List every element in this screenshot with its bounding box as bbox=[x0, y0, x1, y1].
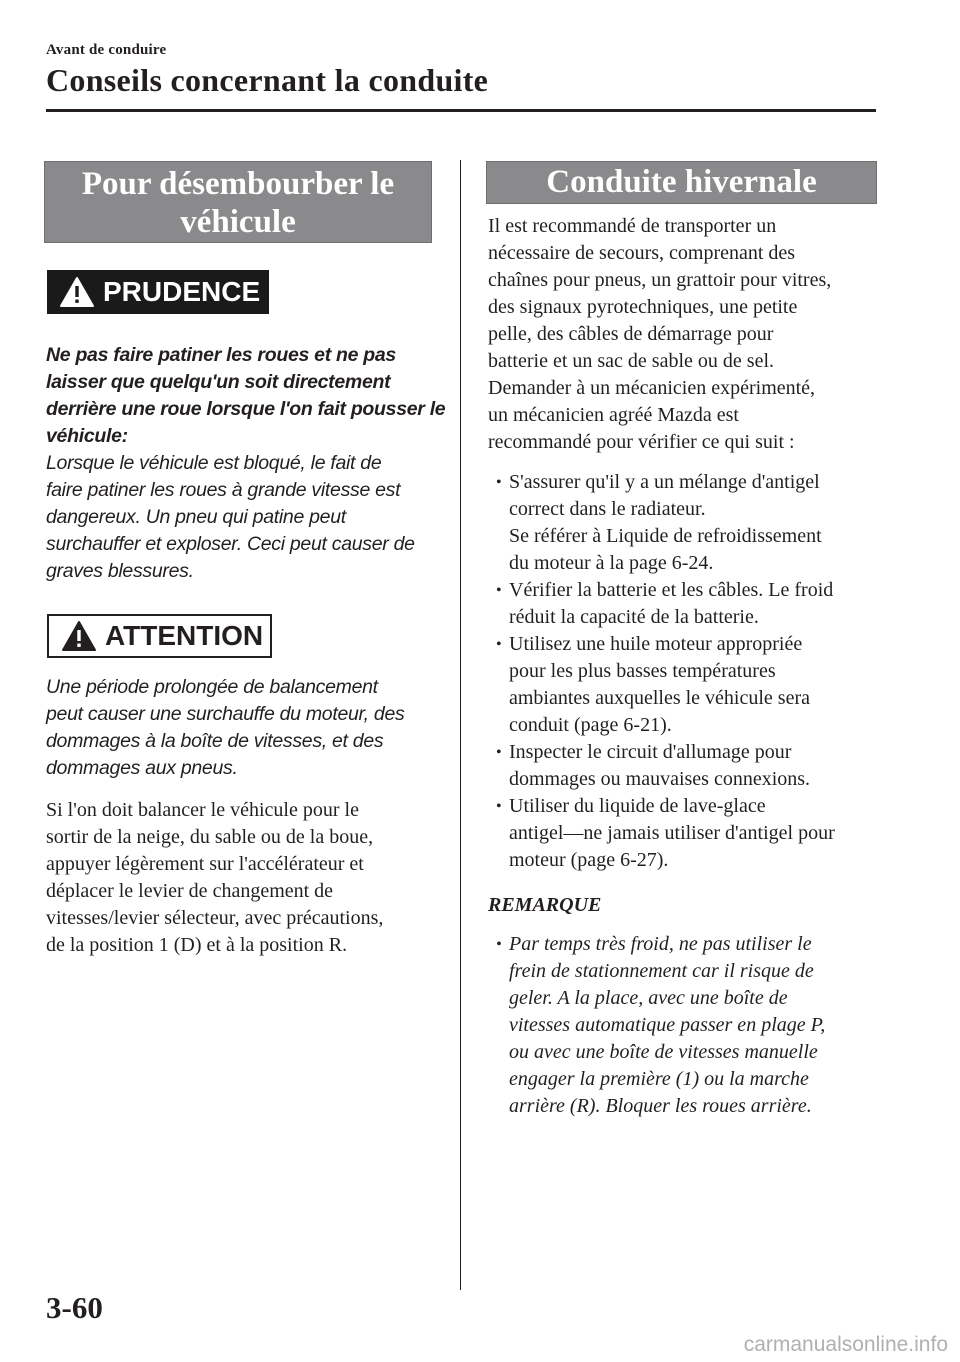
list-item-line: frein de stationnement car il risque de bbox=[509, 960, 814, 982]
section-banner-conduite-hivernale: Conduite hivernale bbox=[486, 161, 877, 204]
attention-line: peut causer une surchauffe du moteur, des bbox=[46, 703, 405, 725]
list-item-line: conduit (page 6-21). bbox=[509, 714, 672, 736]
attention-badge bbox=[47, 614, 272, 658]
page-number: 3-60 bbox=[46, 1290, 103, 1325]
list-item-line: engager la première (1) ou la marche bbox=[509, 1068, 809, 1090]
list-item-line: réduit la capacité de la batterie. bbox=[509, 606, 759, 628]
prudence-bold-line: véhicule: bbox=[46, 425, 128, 447]
remarque-heading: REMARQUE bbox=[488, 894, 602, 916]
paragraph-line: chaînes pour pneus, un grattoir pour vitres, bbox=[488, 269, 832, 291]
list-item-line: vitesses automatique passer en plage P, bbox=[509, 1014, 826, 1036]
paragraph-line: pelle, des câbles de démarrage pour bbox=[488, 323, 774, 345]
list-item-line: du moteur à la page 6-24. bbox=[509, 552, 714, 574]
paragraph-line: Demander à un mécanicien expérimenté, bbox=[488, 377, 816, 399]
paragraph-line: sortir de la neige, du sable ou de la boue, bbox=[46, 826, 374, 848]
list-item bbox=[488, 793, 883, 874]
list-item-line: ou avec une boîte de vitesses manuelle bbox=[509, 1041, 818, 1063]
bullet-icon: • bbox=[496, 798, 502, 815]
paragraph-line: déplacer le levier de changement de bbox=[46, 880, 334, 902]
prudence-bold-line: derrière une roue lorsque l'on fait pousser le bbox=[46, 398, 446, 420]
list-item-line: Vérifier la batterie et les câbles. Le froid bbox=[509, 579, 834, 601]
prudence-text bbox=[46, 342, 446, 585]
page-title: Conseils concernant la conduite bbox=[46, 62, 489, 98]
paragraph-line: nécessaire de secours, comprenant des bbox=[488, 242, 796, 264]
banner-line-1: Pour désembourber le bbox=[81, 166, 395, 202]
remarque-list bbox=[488, 931, 883, 1120]
list-item-line: Inspecter le circuit d'allumage pour bbox=[509, 741, 792, 763]
paragraph-line: Il est recommandé de transporter un bbox=[488, 215, 777, 237]
attention-line: dommages aux pneus. bbox=[46, 757, 238, 779]
bullet-icon: • bbox=[496, 474, 502, 491]
list-item bbox=[488, 739, 883, 793]
prudence-bold-line: laisser que quelqu'un soit directement bbox=[46, 371, 391, 393]
list-item-line: ambiantes auxquelles le véhicule sera bbox=[509, 687, 810, 709]
paragraph-line: vitesses/levier sélecteur, avec précautions, bbox=[46, 907, 384, 929]
warning-triangle-icon bbox=[61, 620, 97, 652]
bullet-icon: • bbox=[496, 936, 502, 953]
prudence-line: dangereux. Un pneu qui patine peut bbox=[46, 506, 346, 528]
paragraph-line: appuyer légèrement sur l'accélérateur et bbox=[46, 853, 364, 875]
list-item bbox=[488, 469, 883, 577]
prudence-label: PRUDENCE bbox=[103, 276, 261, 307]
prudence-badge bbox=[47, 270, 269, 314]
list-item-line: Utilisez une huile moteur appropriée bbox=[509, 633, 803, 655]
paragraph-line: batterie et un sac de sable ou de sel. bbox=[488, 350, 774, 372]
paragraph-line: des signaux pyrotechniques, une petite bbox=[488, 296, 798, 318]
hivernale-intro bbox=[488, 213, 883, 456]
list-item-line: pour les plus basses températures bbox=[509, 660, 776, 682]
list-item-line: arrière (R). Bloquer les roues arrière. bbox=[509, 1095, 812, 1117]
prudence-line: surchauffer et exploser. Ceci peut causer de bbox=[46, 533, 415, 555]
prudence-line: faire patiner les roues à grande vitesse est bbox=[46, 479, 401, 501]
attention-text bbox=[46, 674, 446, 782]
prudence-bold-line: Ne pas faire patiner les roues et ne pas bbox=[46, 344, 396, 366]
bullet-icon: • bbox=[496, 744, 502, 761]
watermark[interactable]: carmanualsonline.info bbox=[743, 1333, 948, 1356]
prudence-line: graves blessures. bbox=[46, 560, 194, 582]
list-item-line: geler. A la place, avec une boîte de bbox=[509, 987, 788, 1009]
section-label: Avant de conduire bbox=[46, 42, 167, 58]
list-item-line: Par temps très froid, ne pas utiliser le bbox=[509, 933, 812, 955]
desembourber-paragraph bbox=[46, 797, 446, 959]
attention-line: Une période prolongée de balancement bbox=[46, 676, 378, 698]
list-item-line: moteur (page 6-27). bbox=[509, 849, 669, 871]
list-item-line: antigel—ne jamais utiliser d'antigel pour bbox=[509, 822, 835, 844]
warning-triangle-icon bbox=[59, 276, 95, 308]
list-item bbox=[488, 631, 883, 739]
bullet-icon: • bbox=[496, 582, 502, 599]
attention-label: ATTENTION bbox=[105, 620, 264, 651]
list-item-line: dommages ou mauvaises connexions. bbox=[509, 768, 811, 790]
list-item-line: Utiliser du liquide de lave-glace bbox=[509, 795, 766, 817]
section-banner-desembourber bbox=[44, 161, 432, 243]
prudence-line: Lorsque le véhicule est bloqué, le fait de bbox=[46, 452, 382, 474]
checklist bbox=[488, 469, 883, 874]
banner-line-2: véhicule bbox=[180, 204, 296, 240]
list-item-line: S'assurer qu'il y a un mélange d'antigel bbox=[509, 471, 820, 493]
attention-line: dommages à la boîte de vitesses, et des bbox=[46, 730, 384, 752]
list-item bbox=[488, 577, 883, 631]
list-item-line: Se référer à Liquide de refroidissement bbox=[509, 525, 822, 547]
paragraph-line: de la position 1 (D) et à la position R. bbox=[46, 934, 348, 956]
list-item bbox=[488, 931, 883, 1120]
header-divider bbox=[46, 109, 876, 112]
paragraph-line: un mécanicien agréé Mazda est bbox=[488, 404, 739, 426]
paragraph-line: recommandé pour vérifier ce qui suit : bbox=[488, 431, 795, 453]
bullet-icon: • bbox=[496, 636, 502, 653]
paragraph-line: Si l'on doit balancer le véhicule pour le bbox=[46, 799, 359, 821]
column-divider bbox=[460, 160, 461, 1290]
list-item-line: correct dans le radiateur. bbox=[509, 498, 706, 520]
